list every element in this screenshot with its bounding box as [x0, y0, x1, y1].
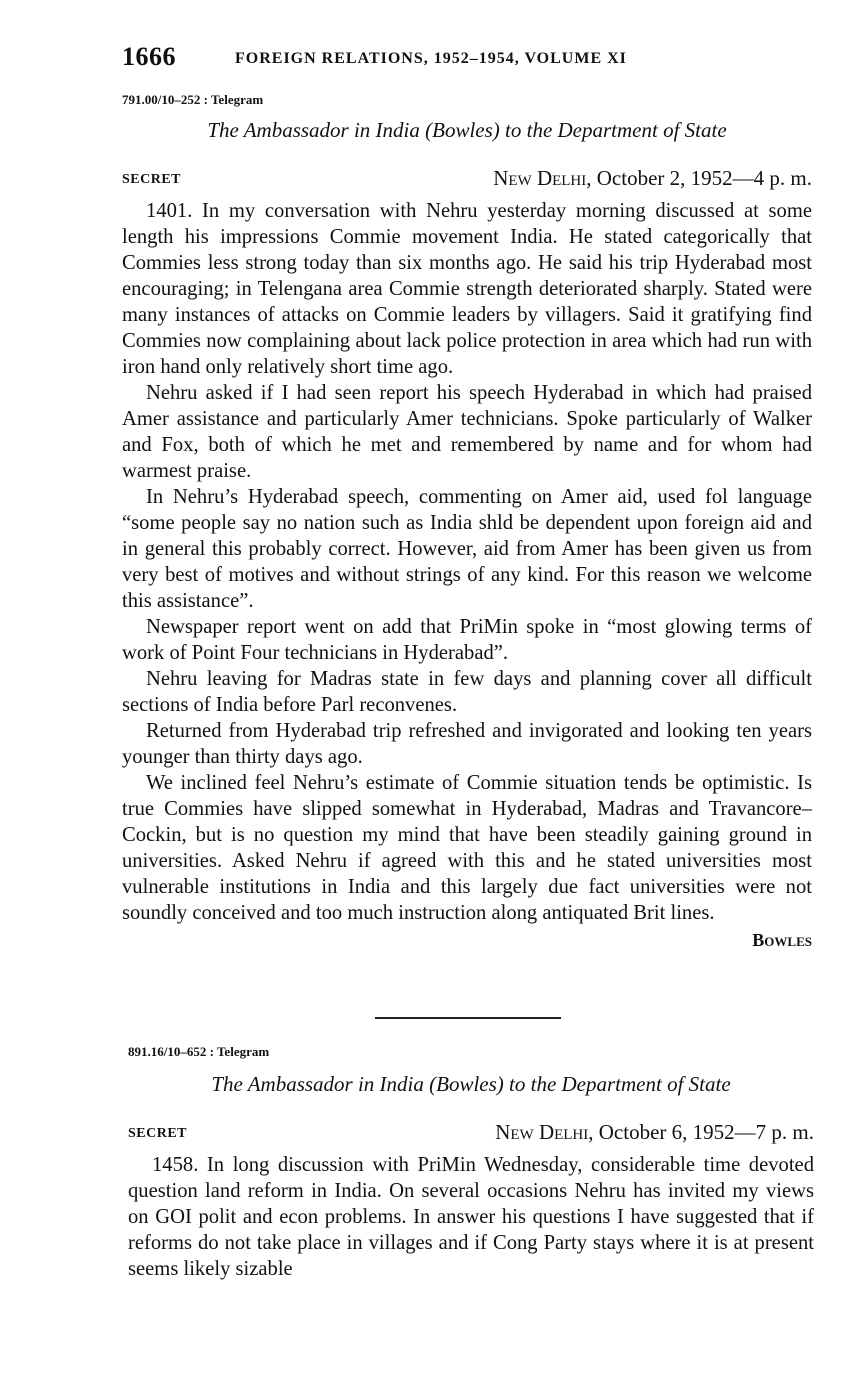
date-time: , October 2, 1952—4 p. m.: [586, 166, 812, 190]
file-reference: 791.00/10–252 : Telegram: [122, 92, 264, 107]
document-heading: The Ambassador in India (Bowles) to the Department of State: [211, 1072, 731, 1096]
running-head: [122, 42, 812, 76]
paragraph: Returned from Hyderabad trip refreshed and invigorated and looking ten years younger than thirty days ago.: [122, 720, 812, 768]
telegram-2: [128, 1044, 814, 1282]
paragraph: We inclined feel Nehru’s estimate of Commie situation tends be optimistic. Is true Commies have slipped somewhat in Hyderabad, Madras and Travancore–Cockin, but is no question my mind that have been steadily gaining ground in universities. Asked Nehru if agreed with this and he stated universities most vulnerable institutions in India and this largely due fact universities were not soundly conceived and too much instruction along antiquated Brit lines.: [122, 772, 812, 924]
meta-line: [128, 1120, 814, 1152]
dateline: [495, 1120, 814, 1145]
date-time: , October 6, 1952—7 p. m.: [588, 1120, 814, 1144]
place: New Delhi: [495, 1120, 589, 1144]
paragraph: Nehru leaving for Madras state in few days and planning cover all difficult sections of India before Parl reconvenes.: [122, 668, 812, 716]
classification-label: SECRET: [128, 1126, 188, 1141]
dateline: [493, 166, 812, 191]
meta-line: [122, 166, 812, 198]
paragraph: Nehru asked if I had seen report his speech Hyderabad in which had praised Amer assistance and particularly Amer technicians. Spoke particularly of Walker and Fox, both of which he met and remembered by name and for whom had warmest praise.: [122, 382, 812, 482]
paragraph: 1458. In long discussion with PriMin Wednesday, considerable time devoted question land reform in India. On several occasions Nehru has invited my views on GOI polit and econ problems. In answer his questions I have suggested that if reforms do not take place in villages and if Cong Party stays where it is at present seems likely sizable: [128, 1154, 814, 1280]
paragraph: Newspaper report went on add that PriMin spoke in “most glowing terms of work of Point Four technicians in Hyderabad”.: [122, 616, 812, 664]
place: New Delhi: [493, 166, 587, 190]
paragraph: In Nehru’s Hyderabad speech, commenting on Amer aid, used fol language “some people say no nation such as India shld be dependent upon foreign aid and in general this probably correct. However, aid from Amer has been given us from very best of motives and without strings of any kind. For this reason we welcome this assistance”.: [122, 486, 812, 612]
paragraph: 1401. In my conversation with Nehru yesterday morning discussed at some length his impressions Commie movement India. He stated categorically that Commies less strong today than six months ago. He said his trip Hyderabad most encouraging; in Telengana area Commie strength deteriorated sharply. Stated were many instances of attacks on Commie leaders by villagers. Said it gratifying find Commies now complaining about lack police protection in area which had run with iron hand only relatively short time ago.: [122, 200, 812, 378]
classification-label: SECRET: [122, 172, 182, 187]
page-number: 1666: [122, 42, 176, 71]
signature: Bowles: [752, 930, 812, 950]
telegram-1: [122, 92, 812, 951]
series-title: FOREIGN RELATIONS, 1952–1954, VOLUME XI: [235, 50, 627, 67]
file-reference: 891.16/10–652 : Telegram: [128, 1044, 270, 1059]
document-heading: The Ambassador in India (Bowles) to the Department of State: [207, 118, 727, 142]
section-divider: [375, 1017, 561, 1019]
